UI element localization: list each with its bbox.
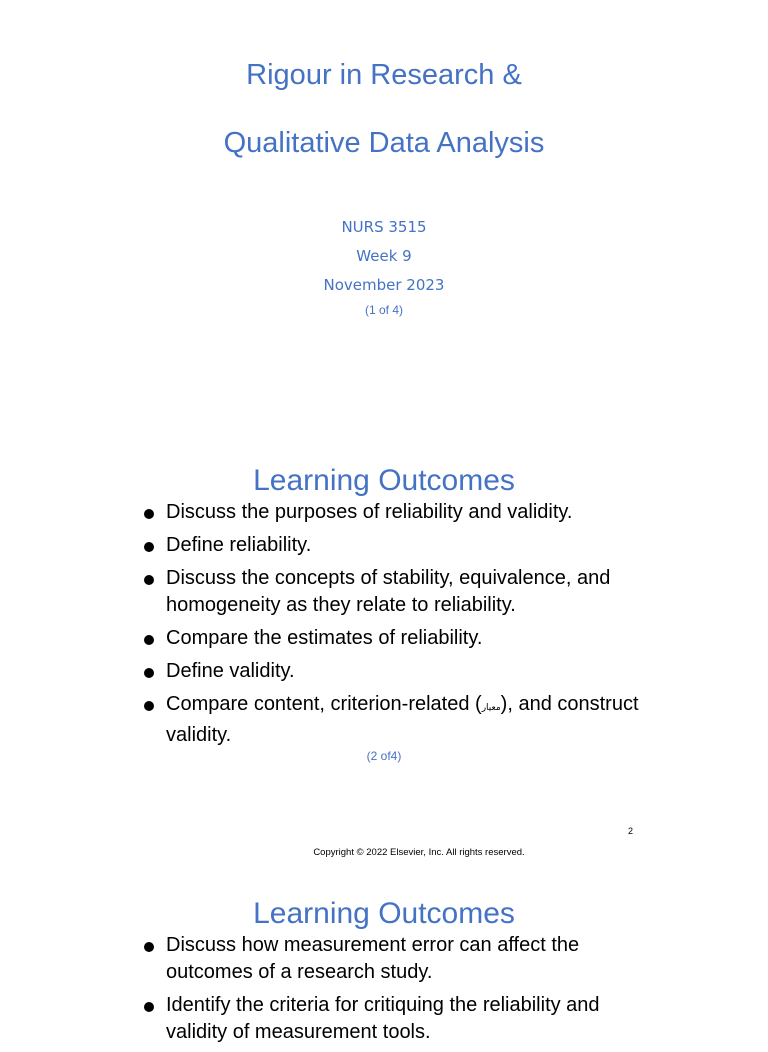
copyright-notice: Copyright © 2022 Elsevier, Inc. All rights reserved.: [313, 847, 525, 858]
slide2-heading: Learning Outcomes: [253, 464, 515, 497]
week-label: Week 9: [356, 247, 412, 265]
list-item: [140, 992, 640, 1046]
list-item: [140, 658, 640, 685]
list-item-text: Define reliability.: [166, 534, 312, 556]
date-label: November 2023: [323, 276, 445, 294]
bullet-icon: [144, 542, 154, 552]
list-item-text: Discuss the purposes of reliability and validity.: [166, 501, 573, 523]
list-item-text: Identify the criteria for critiquing the reliability and validity of measurement tools.: [166, 994, 600, 1043]
bullet-icon: [144, 635, 154, 645]
list-item-text: Compare content, criterion-related (: [166, 693, 482, 715]
list-item-text: Compare the estimates of reliability.: [166, 627, 483, 649]
bullet-icon: [144, 1002, 154, 1012]
list-item-text: Discuss how measurement error can affect the outcomes of a research study.: [166, 934, 580, 983]
slide2-outcomes-list: [140, 499, 640, 755]
list-item-text: Discuss the concepts of stability, equivalence, and homogeneity as they relate to reliability.: [166, 567, 611, 616]
list-item: [140, 565, 640, 619]
bullet-icon: [144, 701, 154, 711]
slide-number: 2: [628, 826, 634, 836]
bullet-icon: [144, 668, 154, 678]
slide2-page-note: (2 of4): [366, 749, 402, 763]
list-item: [140, 625, 640, 652]
slide1-page-note: (1 of 4): [364, 303, 403, 317]
list-item: [140, 691, 640, 749]
arabic-gloss: معيار: [481, 703, 501, 713]
slide3-outcomes-list: [140, 932, 640, 1052]
slide1-title-line2: Qualitative Data Analysis: [223, 127, 545, 159]
list-item: [140, 499, 640, 526]
bullet-icon: [144, 575, 154, 585]
bullet-icon: [144, 509, 154, 519]
list-item: [140, 532, 640, 559]
slide3-heading: Learning Outcomes: [253, 897, 515, 930]
slide1-title-line1: Rigour in Research &: [246, 59, 522, 91]
list-item: [140, 932, 640, 986]
bullet-icon: [144, 942, 154, 952]
list-item-text-end: ), and construct validity.: [166, 693, 639, 746]
list-item-text: Define validity.: [166, 660, 295, 682]
course-code: NURS 3515: [341, 218, 427, 236]
